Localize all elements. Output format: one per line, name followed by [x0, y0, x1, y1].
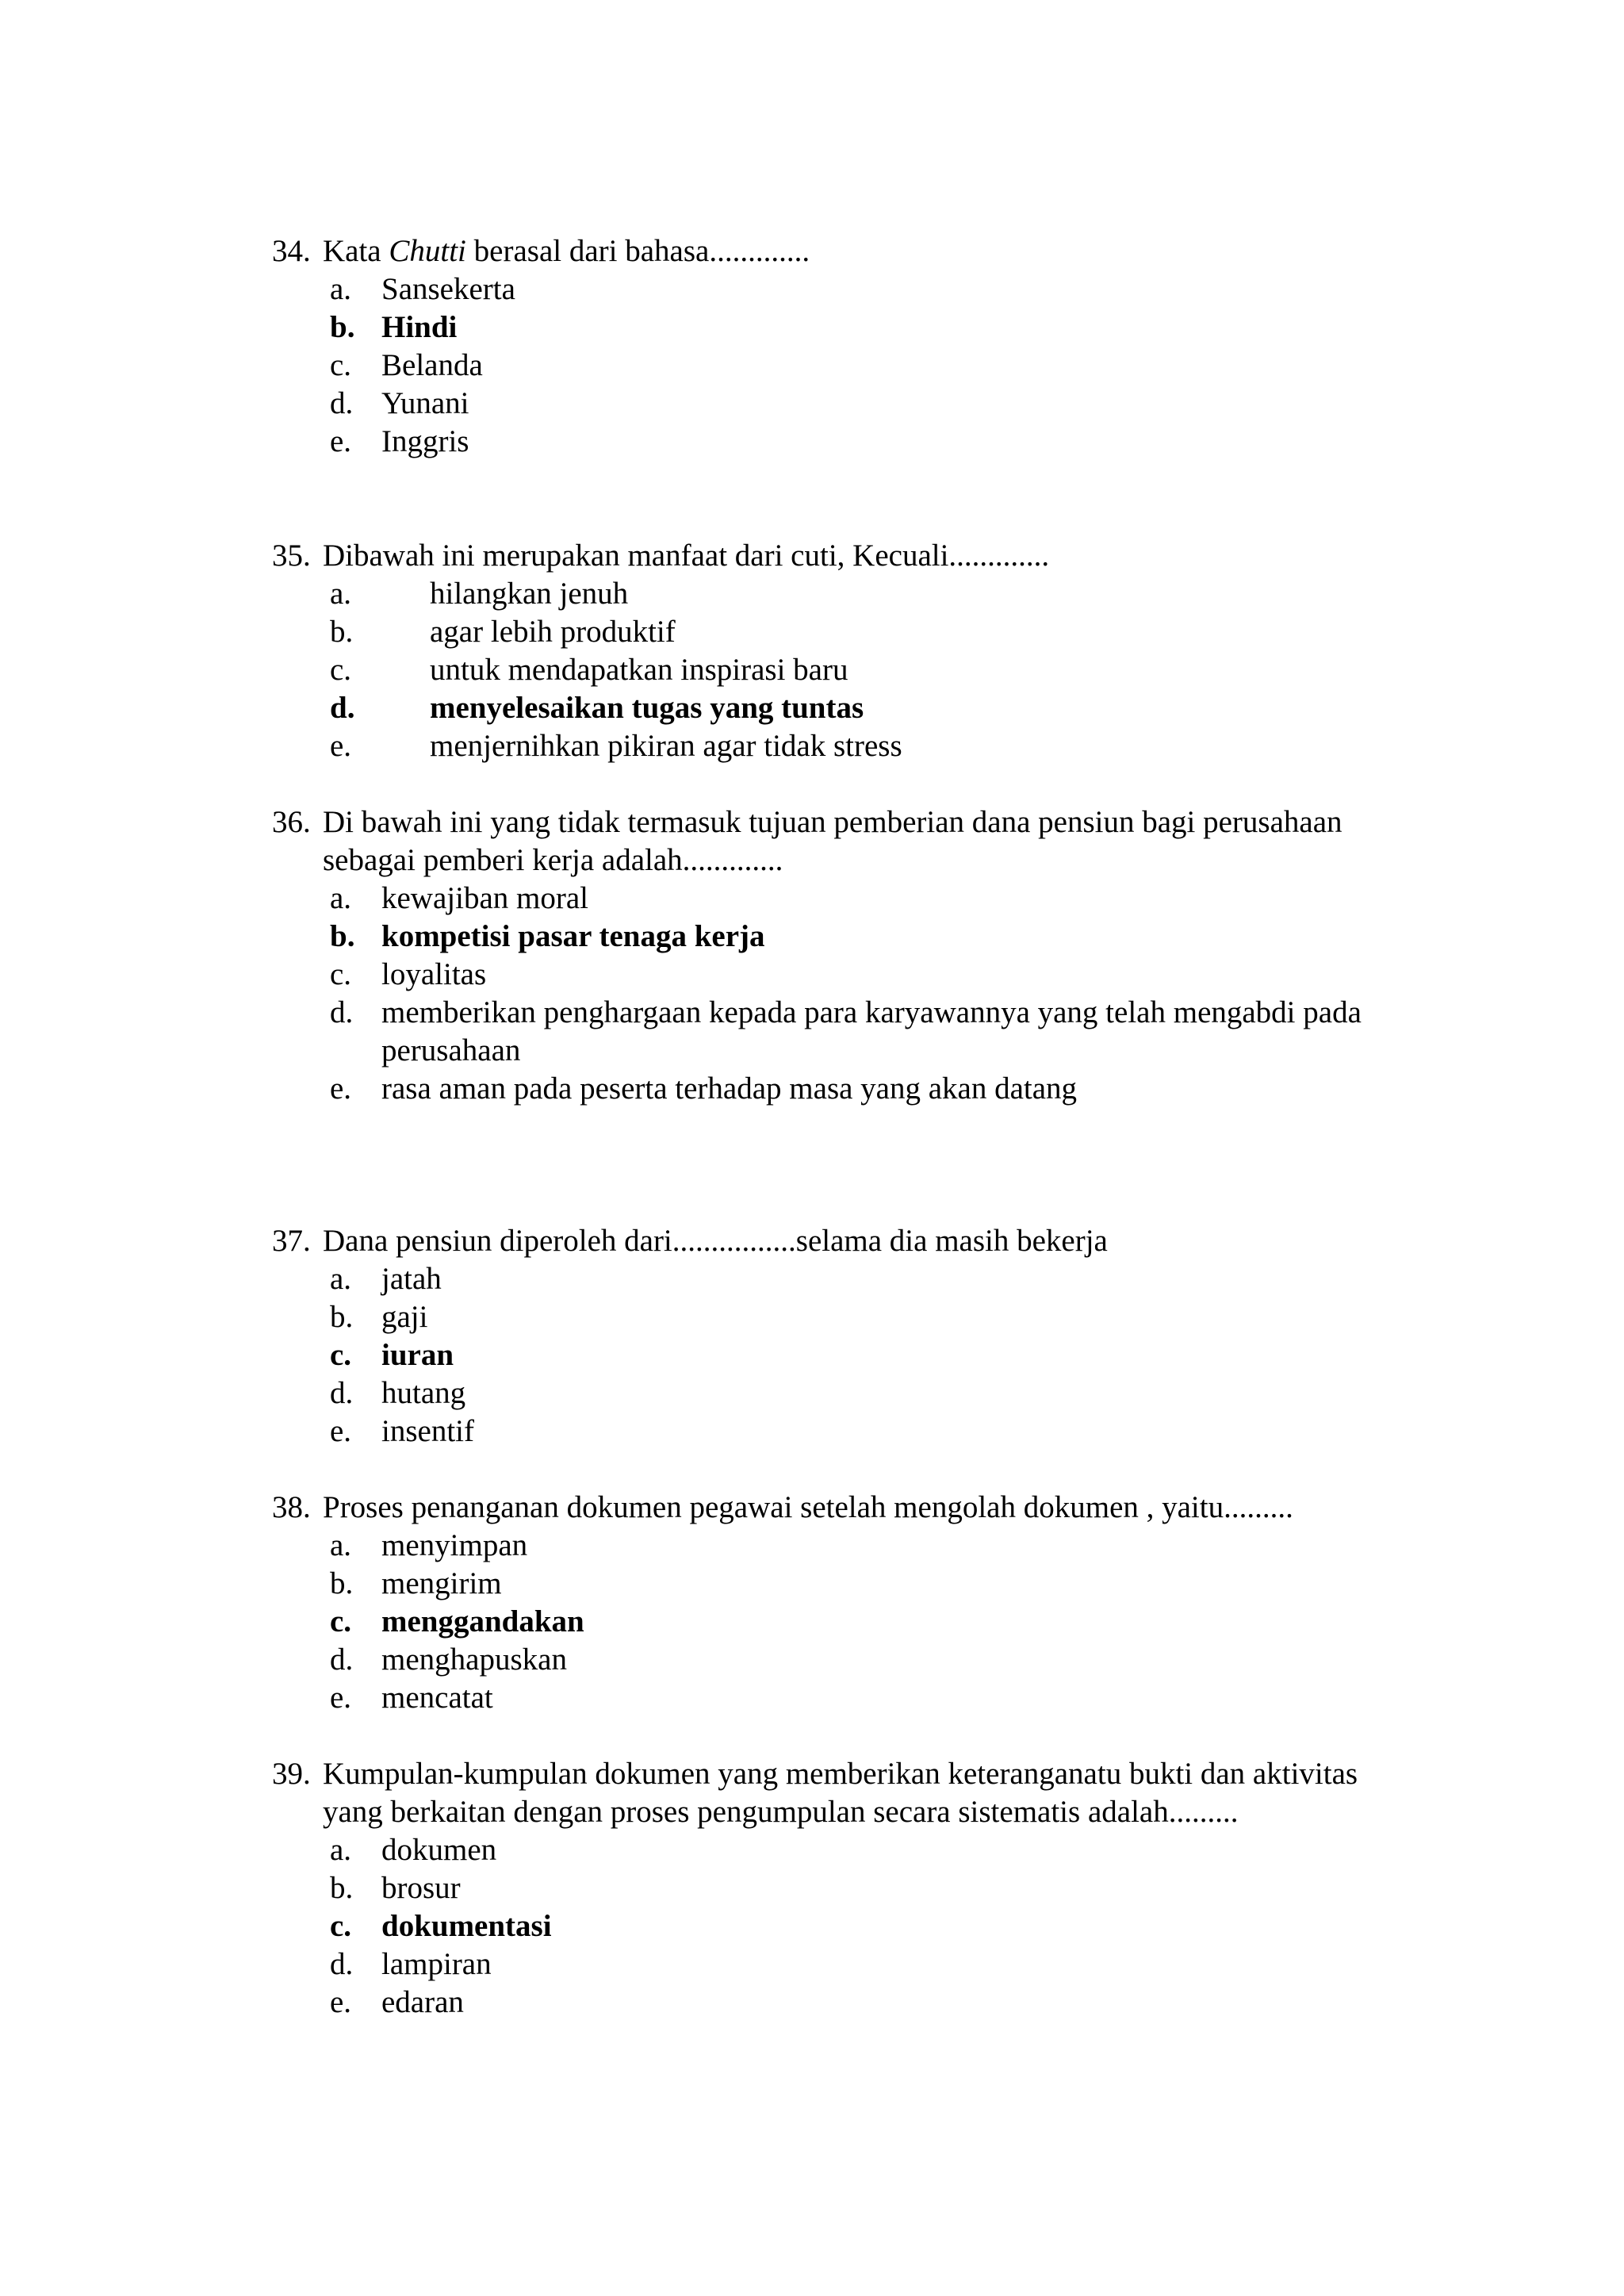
question-number: 37.: [272, 1224, 311, 1258]
question-text: Kata Chutti berasal dari bahasa.............: [323, 234, 810, 268]
question-text: Proses penanganan dokumen pegawai setelah mengolah dokumen , yaitu.........: [323, 1490, 1293, 1524]
question-text-line2: yang berkaitan dengan proses pengumpulan secara sistematis adalah.........: [323, 1795, 1239, 1829]
question-text-line2: sebagai pemberi kerja adalah.............: [323, 843, 783, 877]
question-number: 39.: [272, 1757, 311, 1791]
question-36-stem: [272, 803, 1481, 841]
question-number: 34.: [272, 234, 311, 268]
question-text-line1: Kumpulan-kumpulan dokumen yang memberikan keteranganatu bukti dan aktivitas: [323, 1757, 1358, 1791]
question-number: 35.: [272, 539, 311, 573]
italic-term: Chutti: [389, 234, 466, 268]
question-text-line1: Di bawah ini yang tidak termasuk tujuan pemberian dana pensiun bagi perusahaan: [323, 805, 1342, 839]
question-text: Dana pensiun diperoleh dari................selama dia masih bekerja: [323, 1224, 1108, 1258]
question-text: Dibawah ini merupakan manfaat dari cuti, Kecuali.............: [323, 539, 1050, 573]
exam-page: 34. Kata Chutti berasal dari bahasa............. a. Sansekerta b. Hindi c. Belanda d. Yunani e. Inggris 35. Dibawah ini merupakan manfaat dari cuti, Kecuali............. a. hilangkan jenuh b. agar lebih produktif c. untuk mendapatkan inspirasi baru d. menyelesaikan tugas yang tuntas e. menjernihkan pikiran agar tidak stress 36. Di bawah ini yang tidak termasuk tujuan pemberian dana pensiun bagi perusahaan sebagai pemberi kerja adalah............. a. kewajiban moral b. kompetisi pasar tenaga kerja c. loyalitas d. memberikan penghargaan kepada para karyawannya yang telah mengabdi pada perusahaan e. rasa aman pada peserta terhadap masa yang akan datang 37. Dana pensiun diperoleh dari................selama dia masih bekerja a. jatah b. gaji c. iuran d. hutang e. insentif 38. Proses penanganan dokumen pegawai setelah mengolah dokumen , yaitu......... a. menyimpan b. mengirim c. menggandakan d. menghapuskan e. mencatat 39. Kumpulan-kumpulan dokumen yang memberikan keteranganatu bukti dan aktivitas yang berkaitan dengan proses pengumpulan secara sistematis adalah......... a. dokumen b. brosur c. dokumentasi d. lampiran e. edaran: [0, 0, 1624, 2296]
question-number: 36.: [272, 805, 311, 839]
question-number: 38.: [272, 1490, 311, 1524]
question-39-stem: [272, 1755, 1481, 1793]
